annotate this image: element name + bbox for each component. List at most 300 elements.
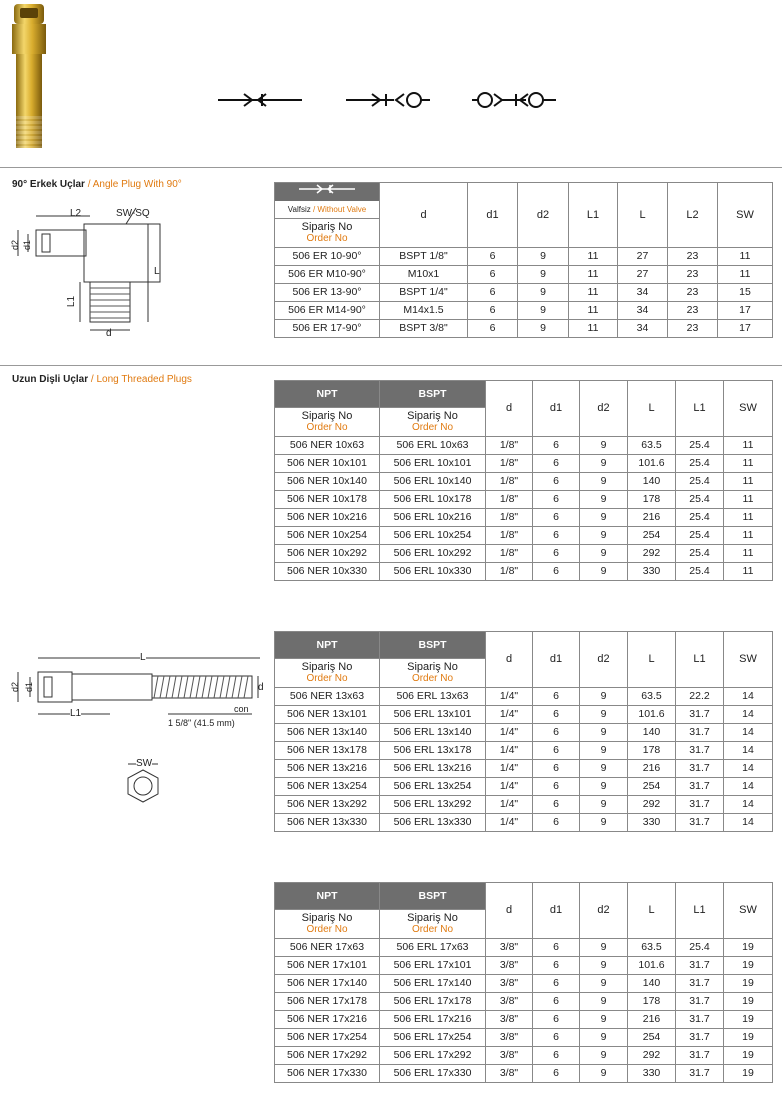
table-cell: 6 (468, 266, 518, 284)
table-cell: 6 (533, 491, 580, 509)
table-cell: 6 (533, 957, 580, 975)
table-cell: 17 (718, 320, 773, 338)
table-cell: 6 (533, 545, 580, 563)
dim-l2: L2 (70, 208, 82, 219)
col-head: d2 (580, 632, 628, 688)
table-cell: 506 ERL 17x254 (380, 1029, 486, 1047)
dim-swsq: SW-SQ (116, 208, 150, 219)
col-head: L1 (676, 632, 724, 688)
table-cell: 506 NER 17x63 (275, 939, 380, 957)
table-cell: 25.4 (676, 545, 724, 563)
table-cell: 14 (724, 724, 773, 742)
table-cell: 19 (724, 975, 773, 993)
col-head: d (486, 632, 533, 688)
table-cell: 1/4" (486, 778, 533, 796)
table-cell: 9 (580, 975, 628, 993)
table-cell: 506 ERL 17x63 (380, 939, 486, 957)
table-cell: 140 (628, 724, 676, 742)
table-cell: 6 (533, 724, 580, 742)
table-cell: 506 NER 17x140 (275, 975, 380, 993)
table-cell: 1/4" (486, 814, 533, 832)
table-cell: 11 (724, 491, 773, 509)
table-cell: 11 (724, 509, 773, 527)
table-cell: 506 NER 10x216 (275, 509, 380, 527)
table-cell: 506 NER 13x63 (275, 688, 380, 706)
dim-l: L (154, 266, 160, 277)
table-row (275, 939, 773, 957)
table-cell: 101.6 (628, 957, 676, 975)
table-cell: 11 (724, 437, 773, 455)
table-row (275, 1011, 773, 1029)
col-head: d (380, 183, 468, 248)
table-cell: 25.4 (676, 491, 724, 509)
table-row (275, 473, 773, 491)
table-cell: 506 NER 17x330 (275, 1065, 380, 1083)
table-cell: 506 ERL 10x140 (380, 473, 486, 491)
order-no-header: Sipariş No Order No (275, 219, 380, 248)
table-cell: 9 (580, 724, 628, 742)
table-cell: 23 (668, 302, 718, 320)
table-row (275, 975, 773, 993)
table-cell: 25.4 (676, 527, 724, 545)
table-cell: 506 ERL 10x292 (380, 545, 486, 563)
table-cell: 3/8" (486, 1065, 533, 1083)
table-cell: 1/8" (486, 491, 533, 509)
table-cell: 31.7 (676, 957, 724, 975)
table-cell: 1/4" (486, 706, 533, 724)
table-cell: 506 NER 13x292 (275, 796, 380, 814)
col-head: L (628, 632, 676, 688)
bspt-header: BSPT (380, 632, 486, 659)
table-cell: 14 (724, 778, 773, 796)
table-cell: 3/8" (486, 975, 533, 993)
dim-l1: L1 (70, 708, 82, 719)
table-cell: 6 (468, 320, 518, 338)
table-cell: 9 (580, 437, 628, 455)
col-head: SW (724, 883, 773, 939)
table-cell: 506 ERL 13x101 (380, 706, 486, 724)
table-row (275, 284, 773, 302)
table-cell: 14 (724, 742, 773, 760)
table-cell: 9 (518, 266, 569, 284)
table-cell: 506 ERL 13x216 (380, 760, 486, 778)
table-row (275, 778, 773, 796)
col-head: L2 (668, 183, 718, 248)
table-cell: 506 NER 13x140 (275, 724, 380, 742)
table-cell: 9 (580, 563, 628, 581)
col-head: d2 (518, 183, 569, 248)
table-cell: 506 NER 17x292 (275, 1047, 380, 1065)
table-cell: 27 (618, 266, 668, 284)
table-row (275, 993, 773, 1011)
table-cell: 22.2 (676, 688, 724, 706)
table-cell: 9 (580, 688, 628, 706)
table-row (275, 1047, 773, 1065)
table-cell: 11 (718, 266, 773, 284)
dim-d1: d1 (22, 239, 33, 251)
table-cell: 9 (580, 509, 628, 527)
dim-thread-length: 1 5/8" (41.5 mm) (168, 718, 235, 728)
table-cell: 178 (628, 993, 676, 1011)
table-cell: 254 (628, 527, 676, 545)
table-cell: 27 (618, 248, 668, 266)
table-cell: 292 (628, 1047, 676, 1065)
table-cell: 506 ER 13-90° (275, 284, 380, 302)
table-cell: 6 (533, 1029, 580, 1047)
brass-plug-photo (0, 0, 60, 150)
table-cell: 31.7 (676, 975, 724, 993)
table-cell: 506 ERL 10x330 (380, 563, 486, 581)
table-cell: 506 ERL 10x63 (380, 437, 486, 455)
table-cell: 216 (628, 760, 676, 778)
table-cell: 11 (724, 473, 773, 491)
table-cell: 19 (724, 1011, 773, 1029)
hex-sw-diagram (118, 758, 168, 808)
coupling-to-coupling-symbol (470, 90, 560, 110)
col-head: SW (724, 381, 773, 437)
col-head: d1 (533, 883, 580, 939)
table-cell: 1/4" (486, 688, 533, 706)
valve-symbol-cell (275, 183, 380, 202)
table-cell: 14 (724, 814, 773, 832)
order-no-header: Sipariş No Order No (380, 408, 486, 437)
table-cell: 6 (533, 563, 580, 581)
col-head: SW (724, 632, 773, 688)
table-cell: 1/4" (486, 742, 533, 760)
table-cell: 6 (533, 473, 580, 491)
col-head: L1 (676, 883, 724, 939)
table-cell: 1/4" (486, 760, 533, 778)
table-row (275, 491, 773, 509)
long-threaded-plug-diagram (8, 652, 270, 732)
table-cell: 506 NER 10x140 (275, 473, 380, 491)
table-cell: 9 (580, 1011, 628, 1029)
table-cell: 14 (724, 760, 773, 778)
table-cell: 23 (668, 248, 718, 266)
table-cell: 3/8" (486, 1047, 533, 1065)
table-cell: 178 (628, 742, 676, 760)
order-no-header: Sipariş No Order No (275, 408, 380, 437)
table-cell: 9 (580, 473, 628, 491)
table-cell: 506 ERL 10x254 (380, 527, 486, 545)
table-cell: 11 (569, 320, 618, 338)
table-row (275, 814, 773, 832)
section2-title: Uzun Dişli Uçlar / Long Threaded Plugs (12, 374, 192, 385)
table-cell: 9 (580, 939, 628, 957)
dim-d: d (106, 328, 112, 339)
table-cell: 330 (628, 1065, 676, 1083)
table-cell: 506 ER 17-90° (275, 320, 380, 338)
table-cell: 11 (724, 455, 773, 473)
bspt-header: BSPT (380, 381, 486, 408)
table-row (275, 688, 773, 706)
dim-d2: d2 (10, 239, 21, 251)
long-threaded-table-1-4 (274, 631, 773, 832)
table-cell: 140 (628, 473, 676, 491)
table-cell: 506 NER 10x254 (275, 527, 380, 545)
col-head: d (486, 883, 533, 939)
table-cell: 506 ERL 10x216 (380, 509, 486, 527)
table-cell: 6 (533, 1011, 580, 1029)
table-cell: 25.4 (676, 563, 724, 581)
table-cell: 19 (724, 1065, 773, 1083)
section-divider (0, 365, 782, 366)
table-cell: 6 (468, 248, 518, 266)
table-cell: BSPT 3/8" (380, 320, 468, 338)
table-cell: 9 (580, 957, 628, 975)
table-cell: 6 (533, 778, 580, 796)
table-cell: 23 (668, 266, 718, 284)
table-cell: 1/8" (486, 563, 533, 581)
table-cell: 506 NER 13x216 (275, 760, 380, 778)
long-threaded-table-1-8 (274, 380, 773, 581)
table-cell: 506 ERL 13x140 (380, 724, 486, 742)
table-cell: 9 (580, 1029, 628, 1047)
table-cell: 63.5 (628, 437, 676, 455)
npt-header: NPT (275, 381, 380, 408)
table-cell: 9 (580, 706, 628, 724)
table-cell: 506 ER M10-90° (275, 266, 380, 284)
table-cell: 101.6 (628, 706, 676, 724)
table-row (275, 455, 773, 473)
table-cell: 19 (724, 1047, 773, 1065)
table-cell: 11 (724, 545, 773, 563)
table-cell: 1/8" (486, 527, 533, 545)
col-head: d1 (533, 632, 580, 688)
table-cell: 6 (533, 706, 580, 724)
table-cell: 31.7 (676, 814, 724, 832)
table-cell: 3/8" (486, 1011, 533, 1029)
table-row (275, 266, 773, 284)
table-cell: 506 NER 10x63 (275, 437, 380, 455)
table-cell: 3/8" (486, 993, 533, 1011)
table-row (275, 760, 773, 778)
col-head: d (486, 381, 533, 437)
table-cell: 506 ERL 10x101 (380, 455, 486, 473)
table-cell: 9 (580, 814, 628, 832)
plug-to-hose-symbol (297, 183, 357, 195)
order-no-header: Sipariş No Order No (275, 659, 380, 688)
table-cell: 506 ERL 13x292 (380, 796, 486, 814)
table-row (275, 706, 773, 724)
dim-l: L (140, 652, 146, 663)
dim-d: d (258, 682, 264, 693)
valve-label: Valfsiz / Without Valve (275, 201, 380, 219)
table-cell: 216 (628, 1011, 676, 1029)
table-cell: 11 (724, 563, 773, 581)
table-cell: 6 (533, 796, 580, 814)
table-cell: 292 (628, 796, 676, 814)
table-row (275, 563, 773, 581)
table-cell: 9 (580, 1065, 628, 1083)
table-cell: 1/8" (486, 509, 533, 527)
table-cell: 506 ER M14-90° (275, 302, 380, 320)
table-cell: 3/8" (486, 1029, 533, 1047)
table-row (275, 1029, 773, 1047)
table-row (275, 957, 773, 975)
table-cell: 9 (518, 320, 569, 338)
table-cell: 140 (628, 975, 676, 993)
dim-l1: L1 (66, 295, 78, 308)
table-cell: 23 (668, 320, 718, 338)
table-cell: 25.4 (676, 455, 724, 473)
col-head: SW (718, 183, 773, 248)
npt-header: NPT (275, 632, 380, 659)
col-head: L (628, 883, 676, 939)
table-row (275, 742, 773, 760)
table-cell: 101.6 (628, 455, 676, 473)
col-head: d1 (468, 183, 518, 248)
table-cell: 506 ERL 17x330 (380, 1065, 486, 1083)
table-cell: M10x1 (380, 266, 468, 284)
table-cell: 34 (618, 302, 668, 320)
table-cell: 19 (724, 1029, 773, 1047)
table-cell: 11 (569, 248, 618, 266)
table-cell: 292 (628, 545, 676, 563)
table-cell: 11 (569, 284, 618, 302)
table-cell: 330 (628, 814, 676, 832)
table-cell: 506 ERL 17x178 (380, 993, 486, 1011)
table-cell: 254 (628, 1029, 676, 1047)
order-no-header: Sipariş No Order No (275, 910, 380, 939)
table-cell: 506 ERL 10x178 (380, 491, 486, 509)
table-cell: 19 (724, 993, 773, 1011)
table-cell: 31.7 (676, 1065, 724, 1083)
table-cell: 31.7 (676, 706, 724, 724)
table-row (275, 320, 773, 338)
dim-con: con (234, 704, 249, 714)
table-cell: 3/8" (486, 957, 533, 975)
table-row (275, 527, 773, 545)
table-cell: 31.7 (676, 796, 724, 814)
table-cell: 14 (724, 796, 773, 814)
table-cell: 506 ERL 17x292 (380, 1047, 486, 1065)
table-cell: 506 NER 13x330 (275, 814, 380, 832)
table-cell: 506 ERL 13x63 (380, 688, 486, 706)
order-no-header: Sipariş No Order No (380, 910, 486, 939)
col-head: L (628, 381, 676, 437)
table-cell: 9 (518, 248, 569, 266)
table-cell: 15 (718, 284, 773, 302)
table-cell: 9 (580, 760, 628, 778)
table-cell: 506 ERL 13x330 (380, 814, 486, 832)
table-cell: 63.5 (628, 939, 676, 957)
table-cell: 23 (668, 284, 718, 302)
table-cell: 25.4 (676, 473, 724, 491)
table-cell: 1/4" (486, 796, 533, 814)
table-cell: 254 (628, 778, 676, 796)
table-cell: 6 (468, 284, 518, 302)
table-cell: 506 NER 10x292 (275, 545, 380, 563)
angle-plug-diagram (8, 198, 168, 340)
table-cell: 506 NER 13x254 (275, 778, 380, 796)
table-cell: BSPT 1/8" (380, 248, 468, 266)
table-cell: 14 (724, 688, 773, 706)
table-cell: 9 (580, 1047, 628, 1065)
table-cell: 19 (724, 957, 773, 975)
table-cell: 14 (724, 706, 773, 724)
table-row (275, 796, 773, 814)
table-cell: 6 (533, 760, 580, 778)
dim-sw: SW (136, 758, 153, 769)
table-cell: 506 NER 10x330 (275, 563, 380, 581)
table-cell: BSPT 1/4" (380, 284, 468, 302)
table-cell: 11 (569, 266, 618, 284)
table-cell: 1/4" (486, 724, 533, 742)
table-cell: 11 (569, 302, 618, 320)
bspt-header: BSPT (380, 883, 486, 910)
table-cell: 1/8" (486, 545, 533, 563)
table-cell: 31.7 (676, 1011, 724, 1029)
table-cell: 506 NER 10x101 (275, 455, 380, 473)
table-cell: 31.7 (676, 778, 724, 796)
table-cell: 31.7 (676, 1047, 724, 1065)
table-cell: 3/8" (486, 939, 533, 957)
col-head: d2 (580, 381, 628, 437)
table-cell: 25.4 (676, 509, 724, 527)
col-head: L1 (569, 183, 618, 248)
table-cell: 6 (533, 1065, 580, 1083)
table-cell: 506 NER 17x101 (275, 957, 380, 975)
table-cell: 17 (718, 302, 773, 320)
table-cell: 31.7 (676, 724, 724, 742)
plug-to-coupling-symbol (344, 90, 434, 110)
table-cell: 9 (580, 455, 628, 473)
table-cell: 6 (533, 1047, 580, 1065)
table-cell: 6 (533, 437, 580, 455)
table-cell: 9 (580, 527, 628, 545)
table-cell: 9 (580, 491, 628, 509)
table-cell: 31.7 (676, 742, 724, 760)
table-cell: 6 (533, 527, 580, 545)
col-head: L (618, 183, 668, 248)
table-cell: 9 (580, 993, 628, 1011)
table-row (275, 437, 773, 455)
table-cell: 506 ERL 13x254 (380, 778, 486, 796)
table-cell: 1/8" (486, 473, 533, 491)
table-cell: 506 ERL 17x101 (380, 957, 486, 975)
table-cell: 6 (468, 302, 518, 320)
table-cell: 6 (533, 975, 580, 993)
table-row (275, 509, 773, 527)
table-cell: 9 (518, 284, 569, 302)
plug-to-hose-symbol (216, 90, 306, 110)
table-cell: 6 (533, 688, 580, 706)
table-cell: 1/8" (486, 455, 533, 473)
table-cell: 506 ERL 13x178 (380, 742, 486, 760)
table-cell: 216 (628, 509, 676, 527)
col-head: L1 (676, 381, 724, 437)
table-cell: 9 (580, 742, 628, 760)
table-cell: 506 ERL 17x140 (380, 975, 486, 993)
table-row (275, 545, 773, 563)
table-cell: M14x1.5 (380, 302, 468, 320)
table-cell: 31.7 (676, 1029, 724, 1047)
table-cell: 6 (533, 742, 580, 760)
table-cell: 11 (718, 248, 773, 266)
table-cell: 506 NER 17x178 (275, 993, 380, 1011)
long-threaded-table-3-8 (274, 882, 773, 1083)
table-cell: 6 (533, 993, 580, 1011)
order-no-header: Sipariş No Order No (380, 659, 486, 688)
table-cell: 506 NER 13x178 (275, 742, 380, 760)
dim-d2: d2 (10, 681, 21, 693)
table-cell: 506 NER 17x216 (275, 1011, 380, 1029)
table-cell: 9 (580, 545, 628, 563)
table-cell: 6 (533, 509, 580, 527)
angle-plug-table (274, 182, 773, 338)
table-cell: 506 ER 10-90° (275, 248, 380, 266)
